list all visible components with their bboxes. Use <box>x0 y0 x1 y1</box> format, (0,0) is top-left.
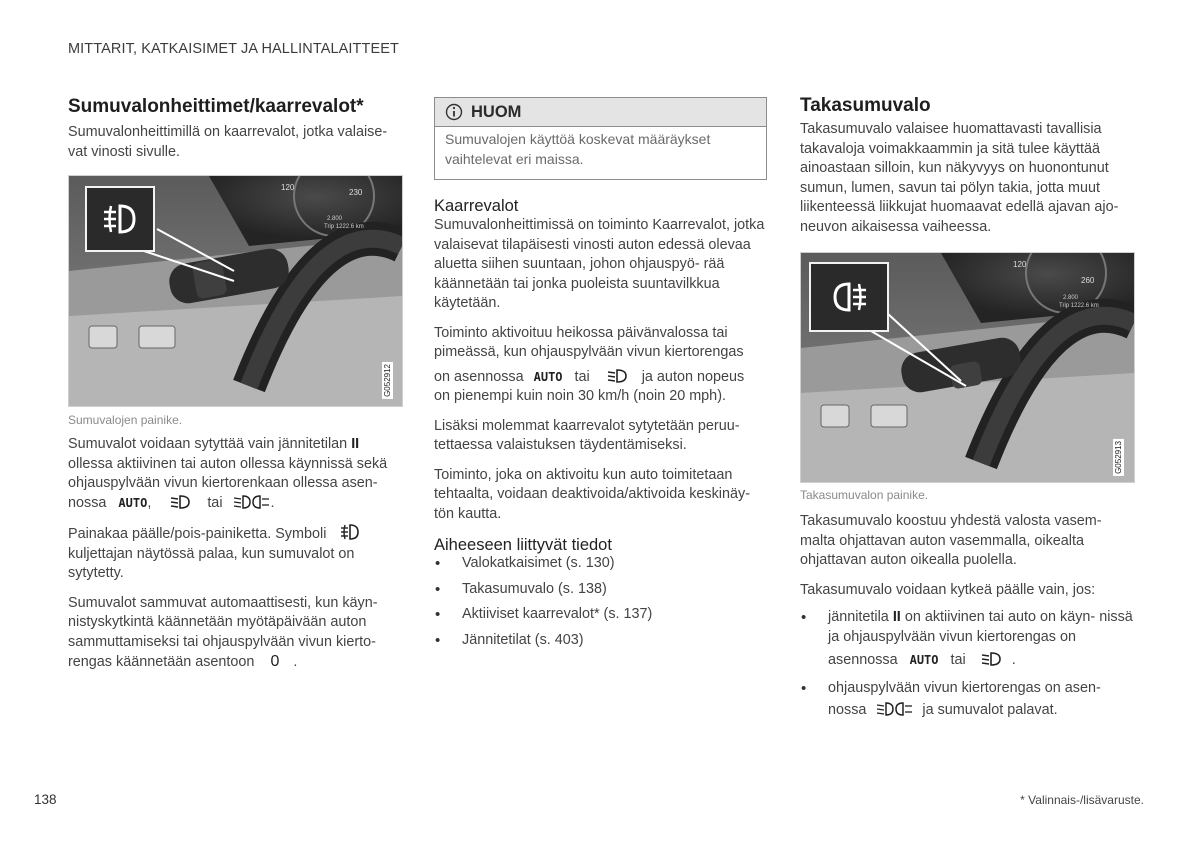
paragraph-cornering: Sumuvalonheittimissä on toiminto Kaarrevalot, jotka valaisevat tilapäisesti vinosti auton edessä olevaa aluetta siihen suuntaan, johon ohjauspyö- rää käännetään tai jonka puoleista suuntavilkkua käytetään. <box>434 217 765 311</box>
image-code: G052912 <box>383 364 392 397</box>
image-code: G052913 <box>1114 441 1123 474</box>
running-header: MITTARIT, KATKAISIMET JA HALLINTALAITTEET <box>68 41 399 57</box>
text: ja sumuvalot palavat. <box>922 702 1058 718</box>
callout-box <box>85 186 155 252</box>
gauge-label: 2.800 <box>1063 295 1079 301</box>
related-link[interactable]: • Takasumuvalo (s. 138) <box>434 580 766 600</box>
paragraph-toggle <box>68 523 404 584</box>
text: . <box>270 494 275 511</box>
text: rengas käännetään asentoon <box>68 654 255 670</box>
paragraph-composition: Takasumuvalo koostuu yhdestä valosta vasem- malta ohjattavan auton vasemmalla, oikealta ohjattavan auton oikealla puolella. <box>800 513 1102 568</box>
text: ja auton nopeus <box>641 368 745 385</box>
roman-two: II <box>892 609 901 625</box>
low-beam-fog-combo-icon <box>233 495 271 509</box>
left-body <box>68 435 404 673</box>
info-icon <box>445 103 463 121</box>
section-title-related: Aiheeseen liittyvät tiedot <box>434 536 612 554</box>
text: Sumuvalot voidaan sytyttää vain jännitetilan <box>68 436 348 452</box>
note-title: HUOM <box>471 102 522 121</box>
paragraph-factory: Toiminto, joka on aktivoitu kun auto toimitetaan tehtaalta, voidaan deaktivoida/aktivoida keskinäy- tön kautta. <box>434 466 750 522</box>
text: on pienempi kuin noin 30 km/h (noin 20 mph). <box>434 388 726 404</box>
rear-fog-button-photo <box>800 252 1135 483</box>
related-link[interactable]: • Aktiiviset kaarrevalot* (s. 137) <box>434 605 766 625</box>
gauge-label: Trip 1222.6 km <box>324 224 364 230</box>
paragraph-reversing: Lisäksi molemmat kaarrevalot sytytetään peruu- tettaessa valaistuksen täydentämiseksi. <box>434 417 740 453</box>
gauge-label: 120 <box>281 183 295 192</box>
image-caption: Sumuvalojen painike. <box>68 413 183 427</box>
middle-column <box>434 196 766 650</box>
auto-symbol: AUTO <box>909 653 939 667</box>
paragraph-auto-off <box>68 594 404 673</box>
text: . <box>293 654 298 670</box>
section-title-cornering-lights: Kaarrevalot <box>434 197 519 215</box>
intro-paragraph: Takasumuvalo valaisee huomattavasti tavallisia takavaloja voimakkaammin ja sitä tulee käyttää ainoastaan silloin, kun näkyvyys on huonontunut sumun, lumen, savun tai pölyn takia, jotta muut liikenteessä liikkujat huomaavat edellä ajavan ajo- neuvon aikaisessa vaiheessa. <box>800 121 1119 235</box>
text: nossa <box>828 702 867 718</box>
note-box <box>434 97 767 180</box>
text: , <box>147 494 152 511</box>
zero-position-symbol: 0 <box>270 653 280 670</box>
right-column <box>800 95 1134 237</box>
text: ollessa aktiivinen tai auton ollessa käynnissä sekä ohjauspylvään vivun kiertorenkaan ollessa asen- <box>68 455 388 491</box>
paragraph-activation <box>434 324 766 407</box>
footnote: * Valinnais-/lisävaruste. <box>1020 793 1144 807</box>
right-body <box>800 512 1134 721</box>
text: tai <box>574 368 590 385</box>
page-number: 138 <box>34 792 57 807</box>
text: asennossa <box>828 652 898 668</box>
text: Toiminto aktivoituu heikossa päivänvalossa tai pimeässä, kun ohjauspylvään vivun kiertorengas <box>434 324 744 360</box>
left-column <box>68 96 402 162</box>
intro-paragraph: Sumuvalonheittimillä on kaarrevalot, jotka valaise- vat vinosti sivulle. <box>68 124 388 160</box>
text: nossa <box>68 494 107 511</box>
low-beam-fog-combo-icon <box>876 702 914 716</box>
text: kuljettajan näytössä palaa, kun sumuvalot on sytytetty. <box>68 545 355 581</box>
conditions-list <box>800 608 1134 721</box>
front-fog-light-icon <box>340 523 360 541</box>
text: tai <box>207 494 223 511</box>
gauge-label: 120 <box>1013 260 1027 269</box>
low-beam-icon <box>980 652 1002 666</box>
front-fog-light-icon <box>100 202 140 236</box>
text: ohjauspylvään vivun kiertorengas on asen- <box>828 679 1101 696</box>
text: tai <box>950 652 966 668</box>
paragraph-conditions: Takasumuvalo voidaan kytkeä päälle vain, jos: <box>800 581 1096 598</box>
image-caption: Takasumuvalon painike. <box>800 488 929 502</box>
rear-fog-light-icon <box>829 280 869 314</box>
auto-symbol: AUTO <box>533 369 563 384</box>
related-list <box>434 554 766 650</box>
text: Sumuvalot sammuvat automaattisesti, kun käyn- nistyskytkintä käännetään myötäpäivään auton sammuttamiseksi tai ohjauspylvään vivun kierto- <box>68 594 378 650</box>
gauge-label: 2.800 <box>327 216 343 222</box>
related-link[interactable]: • Jännitetilat (s. 403) <box>434 631 766 651</box>
list-item <box>800 679 1134 721</box>
section-title-fog-lights: Sumuvalonheittimet/kaarrevalot* <box>68 96 364 117</box>
callout-box <box>809 262 889 332</box>
text: on aktiivinen tai auto on käyn- nissä ja ohjauspylvään vivun kiertorengas on <box>828 609 1133 645</box>
fog-light-button-photo <box>68 175 403 407</box>
note-header <box>435 98 766 127</box>
gauge-label: Trip 1222.6 km <box>1059 303 1099 309</box>
gauge-label: 230 <box>349 188 363 197</box>
paragraph-ignition <box>68 435 404 513</box>
roman-two: II <box>351 436 360 452</box>
text: Painakaa päälle/pois-painiketta. Symboli <box>68 526 327 542</box>
related-link[interactable]: • Valokatkaisimet (s. 130) <box>434 554 766 574</box>
list-item <box>800 608 1134 671</box>
text: jännitetila <box>828 609 889 625</box>
low-beam-icon <box>606 369 628 383</box>
gauge-label: 260 <box>1081 276 1095 285</box>
low-beam-icon <box>169 495 191 509</box>
text: on asennossa <box>434 368 524 385</box>
section-title-rear-fog: Takasumuvalo <box>800 95 931 116</box>
auto-symbol: AUTO <box>118 495 148 510</box>
note-text: Sumuvalojen käyttöä koskevat määräykset vaihtelevat eri maissa. <box>445 131 711 167</box>
text: . <box>1011 652 1016 668</box>
